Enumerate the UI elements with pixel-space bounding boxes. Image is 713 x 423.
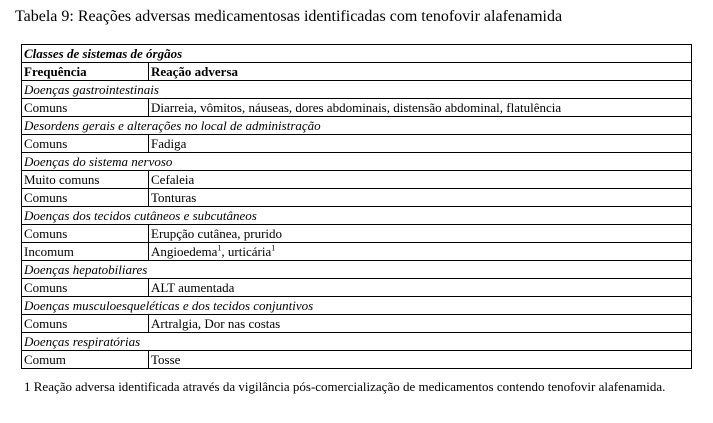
section-row <box>22 153 692 171</box>
adverse-reactions-table <box>21 44 692 369</box>
table-row <box>22 225 692 243</box>
section-row <box>22 261 692 279</box>
frequency-cell: Comuns <box>22 315 149 333</box>
header-reaction: Reação adversa <box>149 63 692 81</box>
section-name: Doenças respiratórias <box>22 333 692 351</box>
reaction-cell: Cefaleia <box>149 171 692 189</box>
section-row <box>22 207 692 225</box>
reaction-urticaria: , urticária <box>221 244 272 259</box>
reaction-cell <box>149 243 692 261</box>
frequency-cell: Comum <box>22 351 149 369</box>
reaction-cell: Artralgia, Dor nas costas <box>149 315 692 333</box>
section-name: Doenças dos tecidos cutâneos e subcutâneos <box>22 207 692 225</box>
reaction-cell: ALT aumentada <box>149 279 692 297</box>
table-row <box>22 279 692 297</box>
table-row <box>22 99 692 117</box>
header-frequency: Frequência <box>22 63 149 81</box>
frequency-cell: Comuns <box>22 99 149 117</box>
section-name: Doenças hepatobiliares <box>22 261 692 279</box>
frequency-cell: Comuns <box>22 225 149 243</box>
section-row <box>22 297 692 315</box>
table-row <box>22 171 692 189</box>
footnote-marker: 1 <box>217 243 222 253</box>
section-name: Doenças gastrointestinais <box>22 81 692 99</box>
table-row <box>22 351 692 369</box>
table-row <box>22 243 692 261</box>
section-name: Desordens gerais e alterações no local de administração <box>22 117 692 135</box>
footnote: 1 Reação adversa identificada através da vigilância pós-comercialização de medicamentos contendo tenofovir alafenamida. <box>24 379 666 394</box>
reaction-angioedema: Angioedema <box>151 244 218 259</box>
section-row <box>22 81 692 99</box>
table-row <box>22 315 692 333</box>
section-row <box>22 117 692 135</box>
section-name: Doenças do sistema nervoso <box>22 153 692 171</box>
frequency-cell: Incomum <box>22 243 149 261</box>
table-header-row <box>22 63 692 81</box>
table-row <box>22 189 692 207</box>
section-row <box>22 333 692 351</box>
footnote-marker: 1 <box>271 243 276 253</box>
table-title: Tabela 9: Reações adversas medicamentosas identificadas com tenofovir alafenamida <box>15 8 563 25</box>
frequency-cell: Comuns <box>22 279 149 297</box>
reaction-cell: Erupção cutânea, prurido <box>149 225 692 243</box>
frequency-cell: Muito comuns <box>22 171 149 189</box>
reaction-cell: Fadiga <box>149 135 692 153</box>
frequency-cell: Comuns <box>22 135 149 153</box>
section-name: Doenças musculoesqueléticas e dos tecidos conjuntivos <box>22 297 692 315</box>
frequency-cell: Comuns <box>22 189 149 207</box>
reaction-cell: Diarreia, vômitos, náuseas, dores abdominais, distensão abdominal, flatulência <box>149 99 692 117</box>
table-row <box>22 135 692 153</box>
table-header-class-row <box>22 45 692 63</box>
header-organ-classes: Classes de sistemas de órgãos <box>22 45 692 63</box>
reaction-cell: Tonturas <box>149 189 692 207</box>
reaction-cell: Tosse <box>149 351 692 369</box>
